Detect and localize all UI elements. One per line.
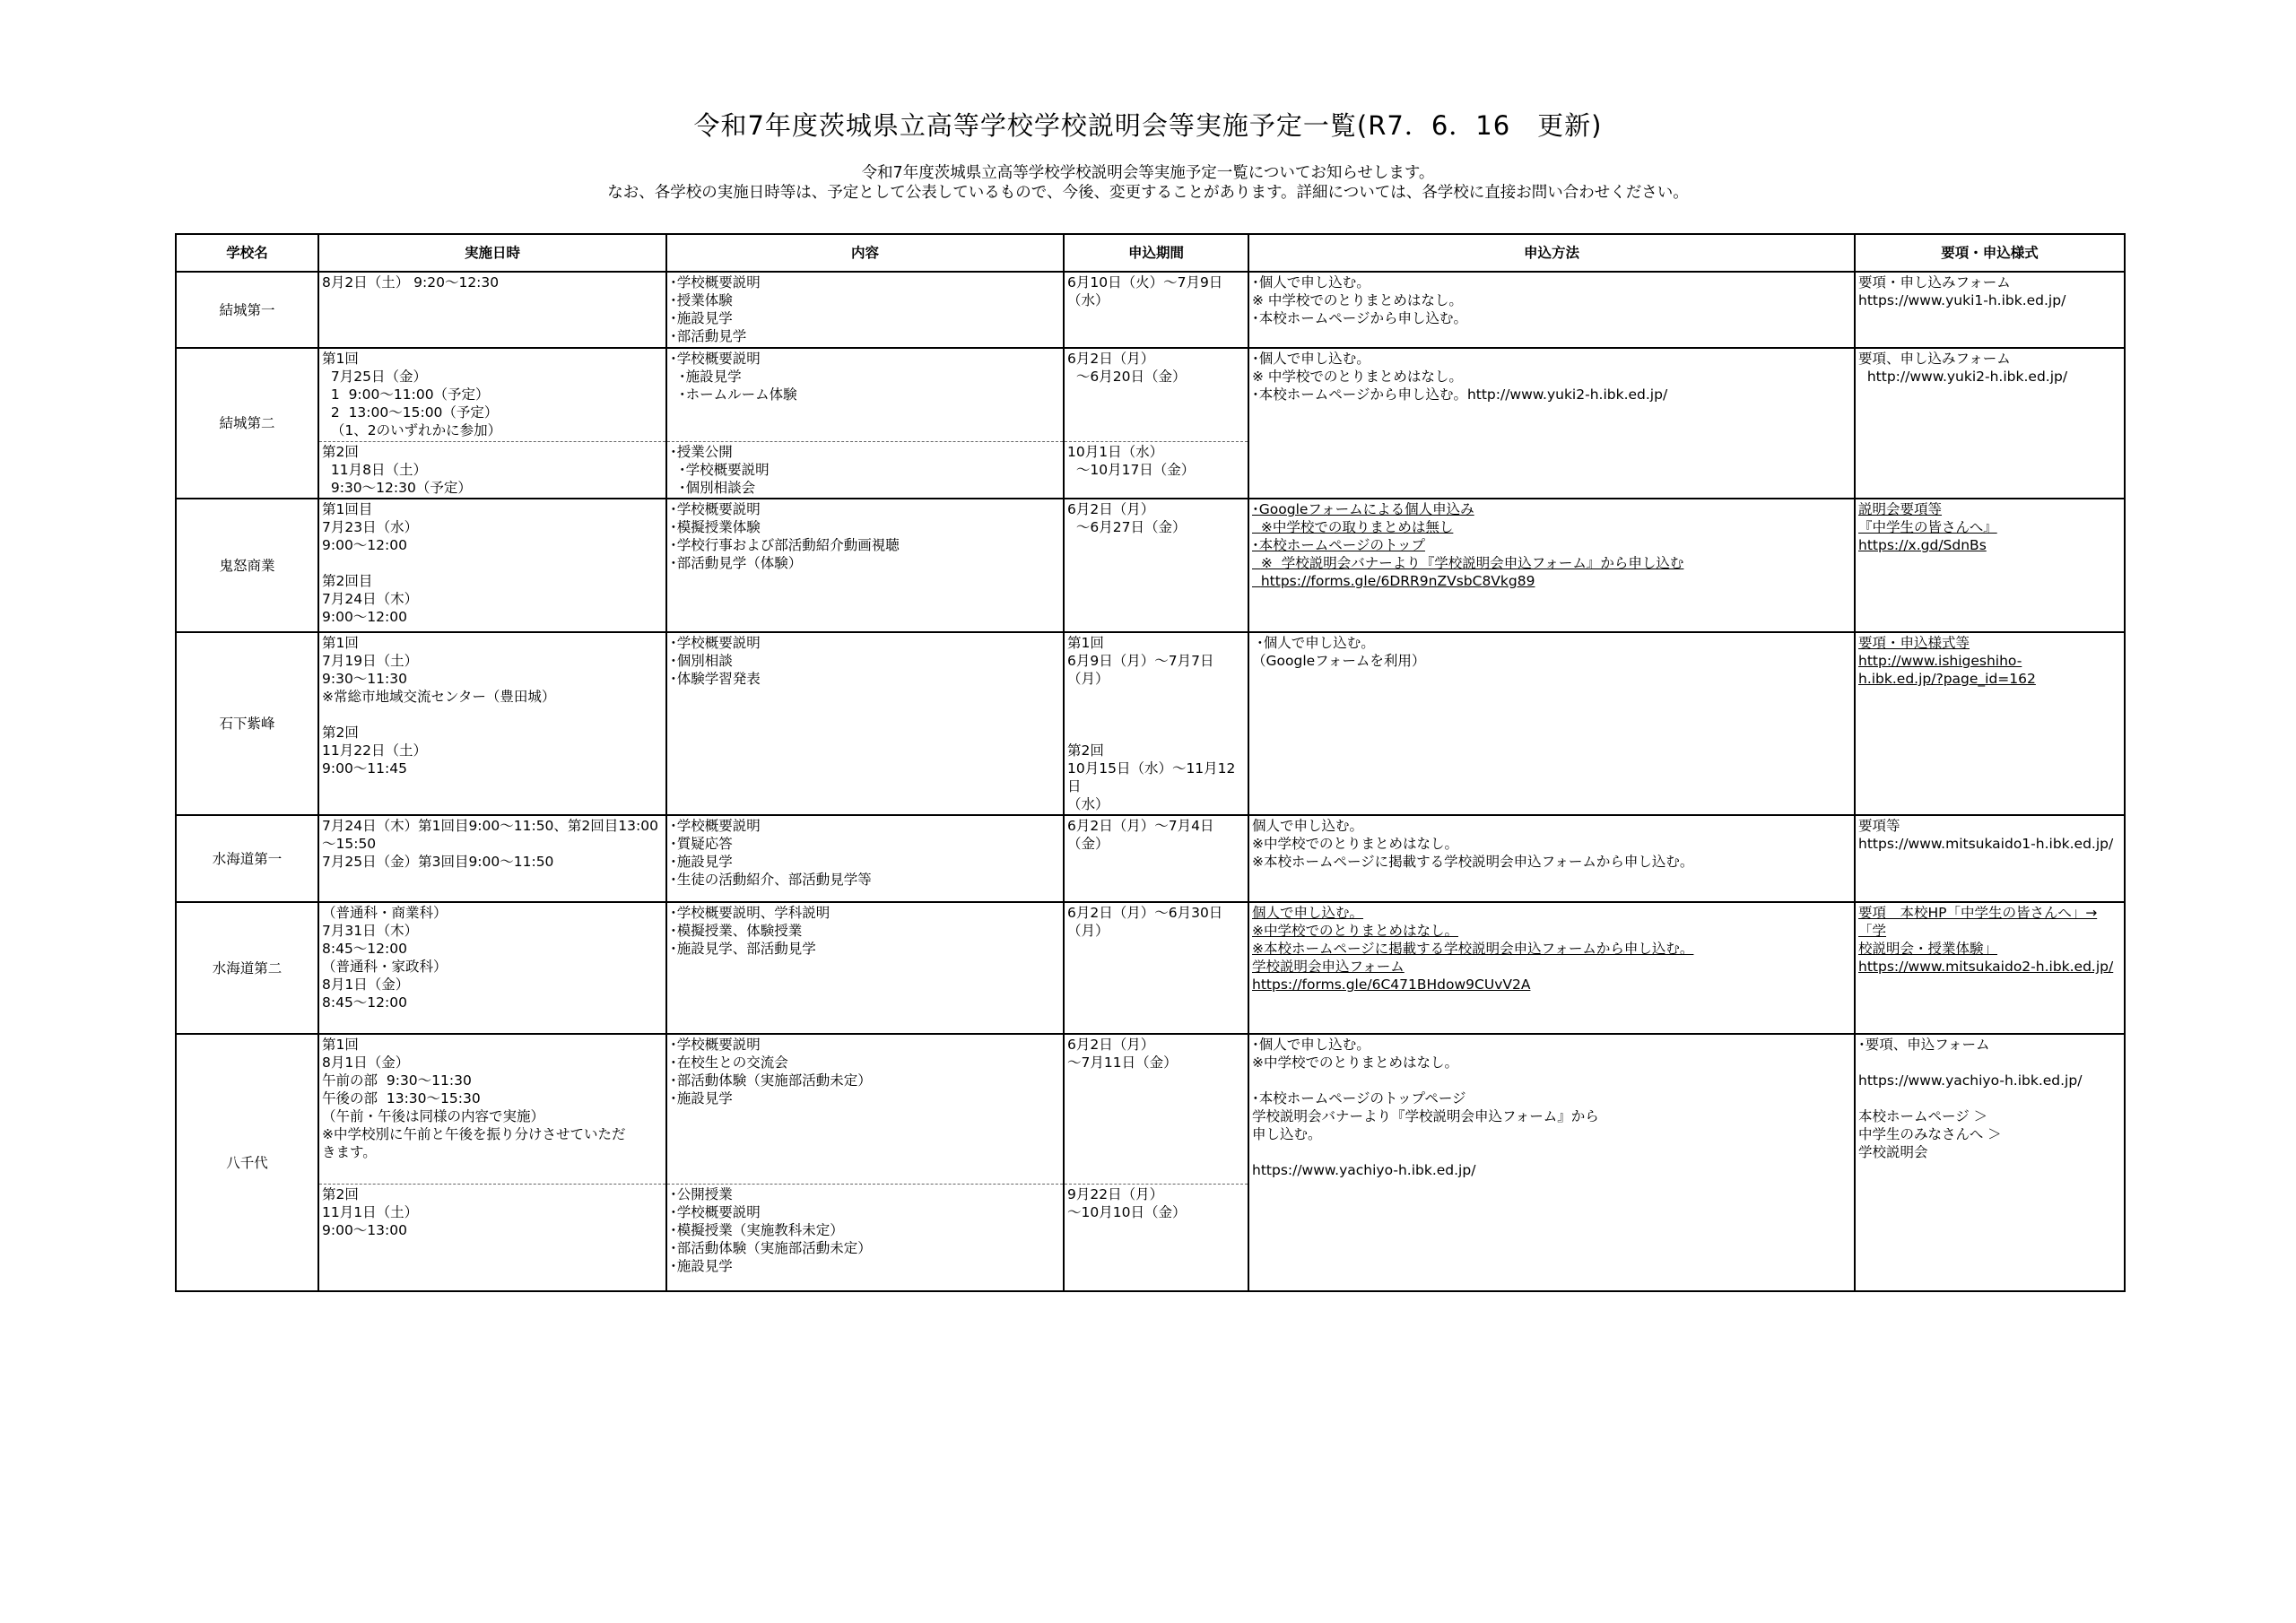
- cell-line[interactable]: ※中学校での取りまとめは無し: [1252, 519, 1454, 535]
- cell-line[interactable]: 校説明会・授業体験」: [1858, 941, 1998, 957]
- cell-line: 7月31日（木）: [322, 923, 419, 939]
- cell-line: 6月2日（月）: [1067, 1037, 1155, 1053]
- cell-line: ･模擬授業（実施教科未定）: [670, 1221, 844, 1238]
- cell-line: ～15:50: [322, 836, 377, 852]
- cell-line: 第2回: [322, 1185, 359, 1202]
- cell-line: ･本校ホームページから申し込む。http://www.yuki2-h.ibk.ed.jp/: [1252, 386, 1668, 403]
- method-cell: [1248, 632, 1855, 815]
- cell-line: （午前・午後は同様の内容で実施）: [322, 1108, 545, 1124]
- forms-cell: [1855, 348, 2125, 499]
- header-row: [176, 234, 2125, 272]
- date-cell: [318, 1184, 666, 1291]
- cell-line: 6月2日（月）～7月4日（金）: [1067, 818, 1214, 852]
- cell-line: 8月1日（金）: [322, 976, 410, 993]
- cell-line: 7月19日（土）: [322, 653, 419, 669]
- cell-line: 9:00～12:00: [322, 609, 407, 625]
- method-cell[interactable]: [1248, 902, 1855, 1034]
- cell-line[interactable]: https://www.mitsukaido2-h.ibk.ed.jp/: [1858, 959, 2114, 975]
- cell-line: きます。: [322, 1144, 377, 1160]
- cell-line: 6月9日（月）～7月7日（月）: [1067, 653, 1214, 687]
- school-name: 水海道第一: [176, 815, 318, 902]
- cell-line: 11月8日（土）: [322, 461, 427, 478]
- table-row: [176, 632, 2125, 815]
- cell-line: [1067, 724, 1245, 742]
- content-cell: [666, 441, 1064, 499]
- cell-line: （普通科・商業科）: [322, 905, 448, 921]
- cell-line: 要項・申し込みフォーム: [1858, 274, 2011, 291]
- cell-line: ･施設見学: [670, 310, 733, 326]
- cell-line: [322, 554, 663, 572]
- cell-line[interactable]: ※本校ホームページに掲載する学校説明会申込フォームから申し込む。: [1252, 941, 1694, 957]
- cell-line: [1858, 1089, 2121, 1107]
- cell-line: ※ 中学校でのとりまとめはなし。: [1252, 369, 1463, 385]
- cell-line: ･模擬授業体験: [670, 519, 761, 535]
- cell-line: ･個別相談会: [670, 479, 756, 496]
- cell-line: 6月2日（月）: [1067, 351, 1155, 367]
- forms-cell: [1855, 1034, 2125, 1291]
- cell-line: 2 13:00～15:00（予定）: [322, 404, 499, 421]
- cell-line: 第2回目: [322, 573, 373, 589]
- cell-line: 1 9:00～11:00（予定）: [322, 386, 490, 403]
- school-name: 石下紫峰: [176, 632, 318, 815]
- cell-line: 午前の部 9:30～11:30: [322, 1072, 472, 1089]
- method-cell: [1248, 272, 1855, 348]
- cell-line: 10月15日（水）～11月12日: [1067, 760, 1236, 794]
- cell-line: ･学校概要説明: [670, 274, 761, 291]
- period-cell: [1064, 1034, 1248, 1184]
- cell-line: https://www.yuki1-h.ibk.ed.jp/: [1858, 292, 2066, 308]
- cell-line: 7月25日（金）: [322, 369, 427, 385]
- cell-line: 8月1日（金）: [322, 1055, 410, 1071]
- school-name: 水海道第二: [176, 902, 318, 1034]
- table-row: [176, 815, 2125, 902]
- cell-line: 学校説明会バナーより『学校説明会申込フォーム』から: [1252, 1108, 1599, 1124]
- forms-cell: [1855, 272, 2125, 348]
- cell-line: 10月1日（水）: [1067, 443, 1164, 460]
- cell-line: 6月2日（月）: [1067, 501, 1155, 517]
- cell-line: 要項、申し込みフォーム: [1858, 351, 2011, 367]
- cell-line: （水）: [1067, 292, 1109, 308]
- cell-line: 7月24日（木）: [322, 591, 419, 607]
- cell-line[interactable]: ･Googleフォームによる個人申込み: [1252, 501, 1474, 517]
- cell-line: ･部活動見学: [670, 328, 747, 344]
- intro-text: [0, 163, 2296, 203]
- content-cell: [666, 815, 1064, 902]
- content-cell: [666, 348, 1064, 441]
- cell-line[interactable]: ※ 学校説明会バナーより『学校説明会申込フォーム』から申し込む: [1252, 555, 1684, 571]
- cell-line[interactable]: 説明会要項等: [1858, 501, 1943, 517]
- cell-line: ･学校概要説明: [670, 818, 761, 834]
- date-cell: [318, 1034, 666, 1184]
- cell-line: 個人で申し込む。: [1252, 818, 1364, 834]
- cell-line: ･学校概要説明: [670, 501, 761, 517]
- school-name: 結城第一: [176, 272, 318, 348]
- method-cell: [1248, 348, 1855, 499]
- cell-line: ･部活動体験（実施部活動未定）: [670, 1072, 872, 1089]
- cell-line: ～6月20日（金）: [1067, 369, 1187, 385]
- intro-line: 令和7年度茨城県立高等学校学校説明会等実施予定一覧についてお知らせします。: [861, 164, 1435, 182]
- cell-line: 8月2日（土） 9:20～12:30: [322, 274, 500, 291]
- content-cell: [666, 1034, 1064, 1184]
- cell-line: ･施設見学: [670, 1257, 733, 1274]
- cell-line: ～10月10日（金）: [1067, 1203, 1187, 1220]
- forms-cell[interactable]: [1855, 902, 2125, 1034]
- cell-line: ※ 中学校でのとりまとめはなし。: [1252, 292, 1463, 308]
- cell-line: 中学生のみなさんへ ＞: [1858, 1126, 2002, 1142]
- cell-line: ･学校概要説明、学科説明: [670, 905, 831, 921]
- content-cell: [666, 272, 1064, 348]
- cell-line: https://www.yachiyo-h.ibk.ed.jp/: [1252, 1162, 1476, 1178]
- content-cell: [666, 902, 1064, 1034]
- cell-line: ･個人で申し込む。: [1252, 274, 1370, 291]
- period-cell: [1064, 815, 1248, 902]
- cell-line: （普通科・家政科）: [322, 959, 448, 975]
- cell-line: ･個人で申し込む。: [1252, 351, 1370, 367]
- cell-line: （Googleフォームを利用）: [1252, 653, 1426, 669]
- period-cell: [1064, 348, 1248, 441]
- table-row: [176, 348, 2125, 441]
- method-cell: [1248, 1034, 1855, 1291]
- cell-line[interactable]: https://forms.gle/6DRR9nZVsbC8Vkg89: [1252, 573, 1535, 589]
- cell-line: [1067, 706, 1245, 724]
- date-cell: [318, 348, 666, 441]
- cell-line: ･学校概要説明: [670, 635, 761, 651]
- date-cell: [318, 902, 666, 1034]
- header-date: 実施日時: [318, 234, 666, 272]
- content-cell: [666, 632, 1064, 815]
- cell-line: 第1回: [322, 1037, 359, 1053]
- cell-line: ･施設見学: [670, 369, 742, 385]
- cell-line: [1858, 1054, 2121, 1072]
- header-forms: 要項・申込様式: [1855, 234, 2125, 272]
- forms-cell[interactable]: [1855, 632, 2125, 815]
- content-cell: [666, 499, 1064, 632]
- cell-line: 要項等: [1858, 818, 1900, 834]
- cell-line: ･本校ホームページから申し込む。: [1252, 310, 1467, 326]
- cell-line: ※中学校でのとりまとめはなし。: [1252, 836, 1458, 852]
- cell-line: ※本校ホームページに掲載する学校説明会申込フォームから申し込む。: [1252, 854, 1694, 870]
- cell-line: 申し込む。: [1252, 1126, 1322, 1142]
- cell-line: 8:45～12:00: [322, 994, 407, 1011]
- cell-line: 9月22日（月）: [1067, 1185, 1164, 1202]
- cell-line: ･学校概要説明: [670, 1037, 761, 1053]
- cell-line: 8:45～12:00: [322, 941, 407, 957]
- cell-line[interactable]: 個人で申し込む。: [1252, 905, 1364, 921]
- cell-line: ･個人で申し込む。: [1252, 635, 1375, 651]
- date-cell: [318, 499, 666, 632]
- method-cell[interactable]: [1248, 499, 1855, 632]
- cell-line[interactable]: 要項 本校HP「中学生の皆さんへ」→「学: [1858, 905, 2098, 939]
- period-cell: [1064, 499, 1248, 632]
- cell-line: ･質疑応答: [670, 836, 733, 852]
- cell-line: ※中学校別に午前と午後を振り分けさせていただ: [322, 1126, 626, 1142]
- header-content: 内容: [666, 234, 1064, 272]
- header-method: 申込方法: [1248, 234, 1855, 272]
- cell-line[interactable]: https://x.gd/SdnBs: [1858, 537, 1987, 553]
- cell-line: [1067, 688, 1245, 706]
- cell-line: http://www.yuki2-h.ibk.ed.jp/: [1858, 369, 2068, 385]
- cell-line: [1252, 1072, 1851, 1089]
- cell-line: 6月2日（月）～6月30日: [1067, 905, 1223, 921]
- period-cell: [1064, 441, 1248, 499]
- cell-line[interactable]: h.ibk.ed.jp/?page_id=162: [1858, 671, 2036, 687]
- cell-line: 第2回: [1067, 742, 1104, 759]
- schedule-table: [175, 233, 2126, 1292]
- date-cell: [318, 632, 666, 815]
- date-cell: [318, 815, 666, 902]
- cell-line[interactable]: 『中学生の皆さんへ』: [1858, 519, 1997, 535]
- cell-line[interactable]: 要項・申込様式等: [1858, 635, 1970, 651]
- cell-line: ･公開授業: [670, 1185, 733, 1202]
- page-title: 令和7年度茨城県立高等学校学校説明会等実施予定一覧(R7．6．16 更新): [693, 110, 1603, 141]
- cell-line: https://www.mitsukaido1-h.ibk.ed.jp/: [1858, 836, 2114, 852]
- cell-line: [322, 706, 663, 724]
- date-cell: [318, 272, 666, 348]
- cell-line: ･学校行事および部活動紹介動画視聴: [670, 537, 900, 553]
- forms-cell: [1855, 815, 2125, 902]
- period-cell: [1064, 632, 1248, 815]
- cell-line: 9:00～12:00: [322, 537, 407, 553]
- cell-line: 学校説明会: [1858, 1144, 1928, 1160]
- forms-cell[interactable]: [1855, 499, 2125, 632]
- cell-line: （水）: [1067, 796, 1109, 812]
- cell-line: 7月25日（金）第3回目9:00～11:50: [322, 854, 554, 870]
- cell-line: ･学校概要説明: [670, 461, 770, 478]
- cell-line: ･個別相談: [670, 653, 733, 669]
- cell-line: ～10月17日（金）: [1067, 461, 1196, 478]
- period-cell: [1064, 272, 1248, 348]
- cell-line: 7月23日（水）: [322, 519, 419, 535]
- cell-line: 9:00～11:45: [322, 760, 407, 777]
- cell-line: （1、2のいずれかに参加）: [322, 422, 502, 438]
- cell-line: 本校ホームページ ＞: [1858, 1108, 1988, 1124]
- cell-line: 第1回: [322, 635, 359, 651]
- cell-line: 9:00～13:00: [322, 1221, 407, 1238]
- intro-line: なお、各学校の実施日時等は、予定として公表しているもので、今後、変更することがあります。詳細については、各学校に直接お問い合わせください。: [607, 184, 1689, 202]
- cell-line: 7月24日（木）第1回目9:00～11:50、第2回目13:00: [322, 818, 658, 834]
- cell-line: 第1回: [1067, 635, 1104, 651]
- table-row: [176, 499, 2125, 632]
- cell-line: ･個人で申し込む。: [1252, 1037, 1370, 1053]
- cell-line: 第2回: [322, 443, 359, 460]
- cell-line[interactable]: http://www.ishigeshiho-: [1858, 653, 2022, 669]
- cell-line: 第1回目: [322, 501, 373, 517]
- cell-line: https://www.yachiyo-h.ibk.ed.jp/: [1858, 1072, 2083, 1089]
- school-name: 鬼怒商業: [176, 499, 318, 632]
- cell-line: 6月10日（火）～7月9日: [1067, 274, 1223, 291]
- school-name: 八千代: [176, 1034, 318, 1291]
- cell-line: ※中学校でのとりまとめはなし。: [1252, 1055, 1458, 1071]
- cell-line: [1252, 1143, 1851, 1161]
- cell-line: ･在校生との交流会: [670, 1055, 788, 1071]
- cell-line: ･学校概要説明: [670, 1203, 761, 1220]
- cell-line: 9:30～11:30: [322, 671, 407, 687]
- period-cell: [1064, 1184, 1248, 1291]
- cell-line: ･本校ホームページのトップページ: [1252, 1090, 1466, 1107]
- cell-line: ･施設見学、部活動見学: [670, 941, 816, 957]
- cell-line: ･学校概要説明: [670, 351, 761, 367]
- cell-line: ･生徒の活動紹介、部活動見学等: [670, 872, 872, 888]
- cell-line: ～7月11日（金）: [1067, 1055, 1178, 1071]
- cell-line: ･要項、申込フォーム: [1858, 1037, 1990, 1053]
- table-row: [176, 1034, 2125, 1184]
- date-cell: [318, 441, 666, 499]
- table-row: [176, 272, 2125, 348]
- cell-line: 9:30～12:30（予定）: [322, 479, 472, 496]
- cell-line: 11月1日（土）: [322, 1203, 419, 1220]
- cell-line[interactable]: ･本校ホームページのトップ: [1252, 537, 1425, 553]
- school-name: 結城第二: [176, 348, 318, 499]
- cell-line: 第1回: [322, 351, 359, 367]
- header-period: 申込期間: [1064, 234, 1248, 272]
- cell-line: ･ホームルーム体験: [670, 386, 797, 403]
- header-school: 学校名: [176, 234, 318, 272]
- cell-line: ･施設見学: [670, 1090, 733, 1107]
- cell-line: ･模擬授業、体験授業: [670, 923, 803, 939]
- cell-line[interactable]: 学校説明会申込フォーム: [1252, 959, 1405, 975]
- cell-line[interactable]: ※中学校でのとりまとめはなし。: [1252, 923, 1458, 939]
- cell-line[interactable]: https://forms.gle/6C471BHdow9CUvV2A: [1252, 976, 1531, 993]
- cell-line: 11月22日（土）: [322, 742, 427, 759]
- table-row: [176, 902, 2125, 1034]
- cell-line: ･部活動見学（体験）: [670, 555, 803, 571]
- cell-line: ･施設見学: [670, 854, 733, 870]
- cell-line: 第2回: [322, 725, 359, 741]
- method-cell: [1248, 815, 1855, 902]
- cell-line: ･授業体験: [670, 292, 733, 308]
- cell-line: ･部活動体験（実施部活動未定）: [670, 1239, 872, 1256]
- cell-line: ※常総市地域交流センター（豊田城）: [322, 689, 556, 705]
- cell-line: （月）: [1067, 923, 1109, 939]
- content-cell: [666, 1184, 1064, 1291]
- cell-line: ･授業公開: [670, 443, 733, 460]
- cell-line: ･体験学習発表: [670, 671, 761, 687]
- cell-line: 午後の部 13:30～15:30: [322, 1090, 481, 1107]
- cell-line: ～6月27日（金）: [1067, 519, 1187, 535]
- period-cell: [1064, 902, 1248, 1034]
